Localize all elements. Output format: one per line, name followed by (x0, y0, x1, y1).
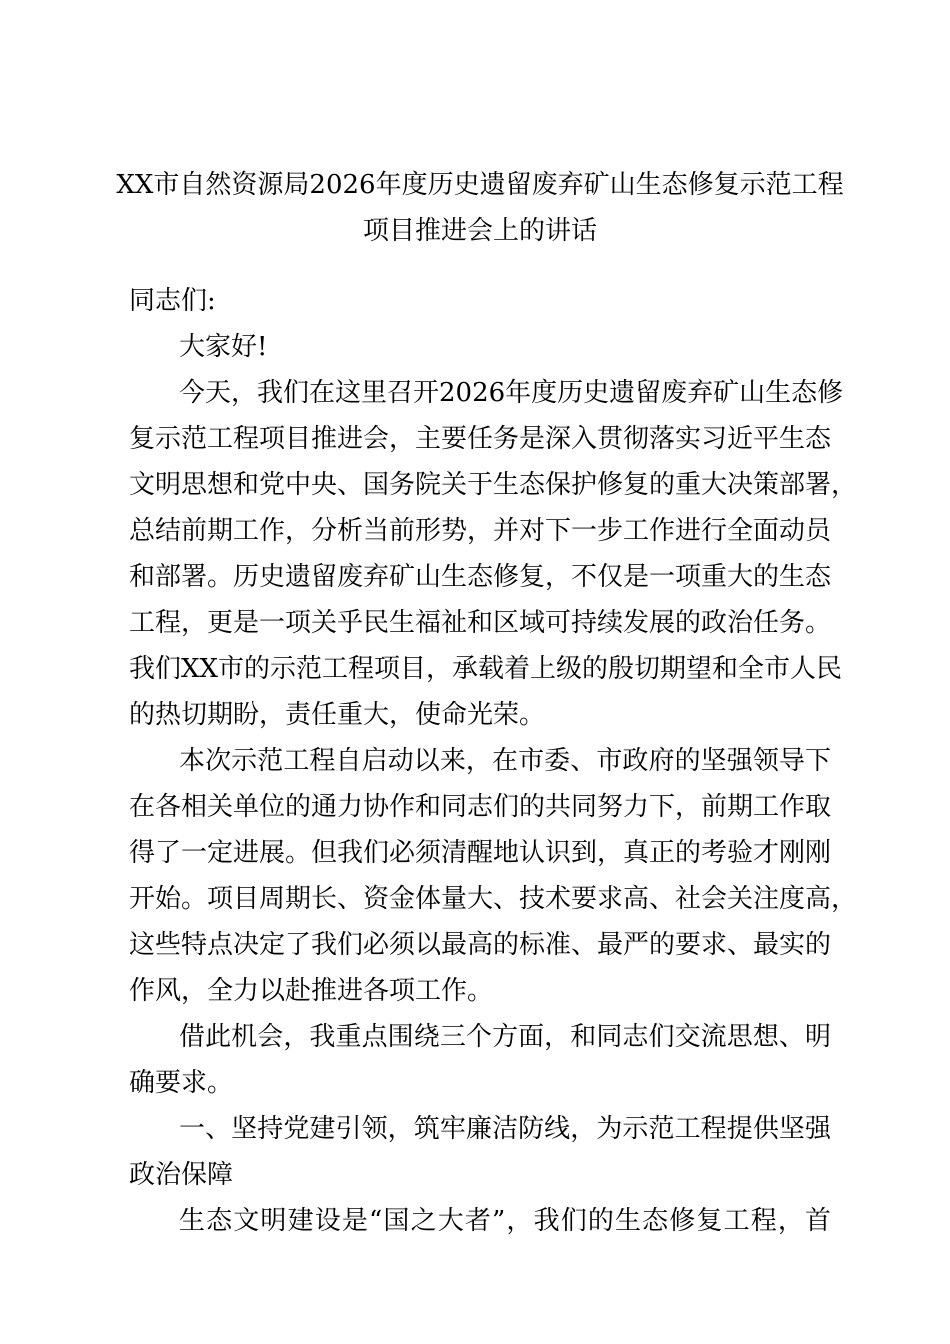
body-line: 得了一定进展。但我们必须清醒地认识到，真正的考验才刚刚 (129, 838, 832, 868)
greeting-line: 大家好! (179, 332, 268, 362)
document-title-line-1: XX市自然资源局2026年度历史遗留废弃矿山生态修复示范工程 (116, 170, 844, 200)
body-line: 作风，全力以赴推进各项工作。 (129, 976, 494, 1006)
body-line: 确要求。 (129, 1068, 234, 1098)
body-line: 今天，我们在这里召开2026年度历史遗留废弃矿山生态修 (179, 378, 844, 408)
body-line: 本次示范工程自启动以来，在市委、市政府的坚强领导下 (179, 746, 831, 776)
section-heading-line: 政治保障 (129, 1160, 234, 1190)
section-heading-line: 一、坚持党建引领，筑牢廉洁防线，为示范工程提供坚强 (179, 1114, 831, 1144)
body-line: 文明思想和党中央、国务院关于生态保护修复的重大决策部署， (129, 470, 858, 500)
body-line: 的热切期盼，责任重大，使命光荣。 (129, 700, 546, 730)
body-line: 总结前期工作，分析当前形势，并对下一步工作进行全面动员 (129, 516, 832, 546)
document-title-line-2: 项目推进会上的讲话 (362, 216, 597, 246)
body-line: 借此机会，我重点围绕三个方面，和同志们交流思想、明 (179, 1022, 831, 1052)
body-line: 我们XX市的示范工程项目，承载着上级的殷切期望和全市人民 (129, 654, 843, 684)
body-line: 开始。项目周期长、资金体量大、技术要求高、社会关注度高， (129, 884, 858, 914)
body-line: 和部署。历史遗留废弃矿山生态修复，不仅是一项重大的生态 (129, 562, 832, 592)
body-line: 生态文明建设是“国之大者”，我们的生态修复工程，首 (179, 1206, 831, 1236)
body-line: 在各相关单位的通力协作和同志们的共同努力下，前期工作取 (129, 792, 832, 822)
body-line: 这些特点决定了我们必须以最高的标准、最严的要求、最实的 (129, 930, 832, 960)
salutation: 同志们: (129, 286, 216, 316)
body-line: 工程，更是一项关乎民生福祉和区域可持续发展的政治任务。 (129, 608, 832, 638)
body-line: 复示范工程项目推进会，主要任务是深入贯彻落实习近平生态 (129, 424, 832, 454)
